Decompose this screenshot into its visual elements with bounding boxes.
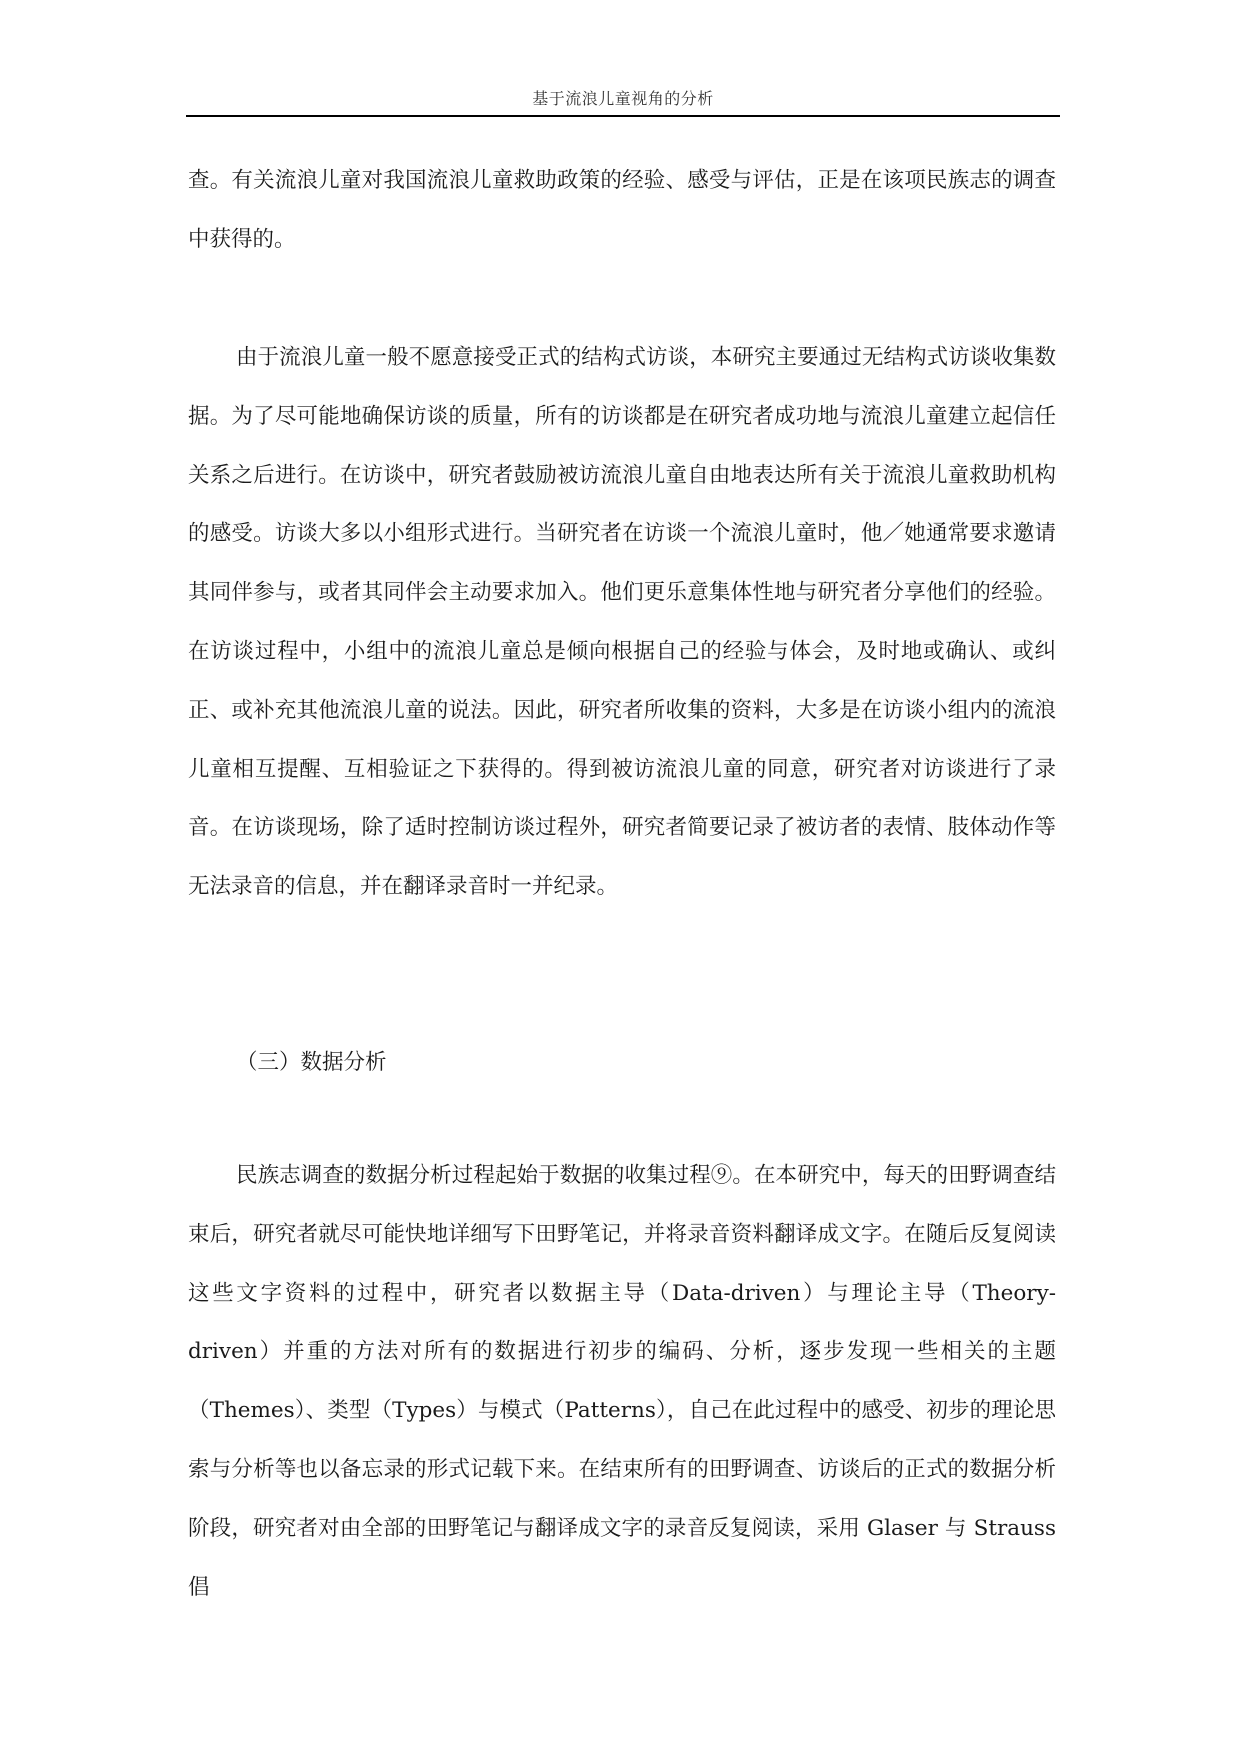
section-heading: （三）数据分析 bbox=[236, 1050, 387, 1075]
body-paragraph-2: 由于流浪儿童一般不愿意接受正式的结构式访谈，本研究主要通过无结构式访谈收集数据。为了尽可能地确保访谈的质量，所有的访谈都是在研究者成功地与流浪儿童建立起信任关系之后进行。在访谈中，研究者鼓励被访流浪儿童自由地表达所有关于流浪儿童救助机构的感受。访谈大多以小组形式进行。当研究者在访谈一个流浪儿童时，他／她通常要求邀请其同伴参与，或者其同伴会主动要求加入。他们更乐意集体性地与研究者分享他们的经验。在访谈过程中，小组中的流浪儿童总是倾向根据自己的经验与体会，及时地或确认、或纠正、或补充其他流浪儿童的说法。因此，研究者所收集的资料，大多是在访谈小组内的流浪儿童相互提醒、互相验证之下获得的。得到被访流浪儿童的同意，研究者对访谈进行了录音。在访谈现场，除了适时控制访谈过程外，研究者简要记录了被访者的表情、肢体动作等无法录音的信息，并在翻译录音时一并纪录。 bbox=[188, 345, 1056, 900]
header-divider bbox=[186, 115, 1060, 117]
body-paragraph-1: 查。有关流浪儿童对我国流浪儿童救助政策的经验、感受与评估，正是在该项民族志的调查中获得的。 bbox=[188, 168, 1056, 252]
body-paragraph-3: 民族志调查的数据分析过程起始于数据的收集过程⑨。在本研究中，每天的田野调查结束后，研究者就尽可能快地详细写下田野笔记，并将录音资料翻译成文字。在随后反复阅读这些文字资料的过程中，研究者以数据主导（Data-driven）与理论主导（Theory-driven）并重的方法对所有的数据进行初步的编码、分析，逐步发现一些相关的主题（Themes）、类型（Types）与模式（Patterns），自己在此过程中的感受、初步的理论思索与分析等也以备忘录的形式记载下来。在结束所有的田野调查、访谈后的正式的数据分析阶段，研究者对由全部的田野笔记与翻译成文字的录音反复阅读，采用 Glaser 与 Strauss 倡 bbox=[188, 1163, 1056, 1600]
running-header: 基于流浪儿童视角的分析 bbox=[532, 89, 714, 108]
